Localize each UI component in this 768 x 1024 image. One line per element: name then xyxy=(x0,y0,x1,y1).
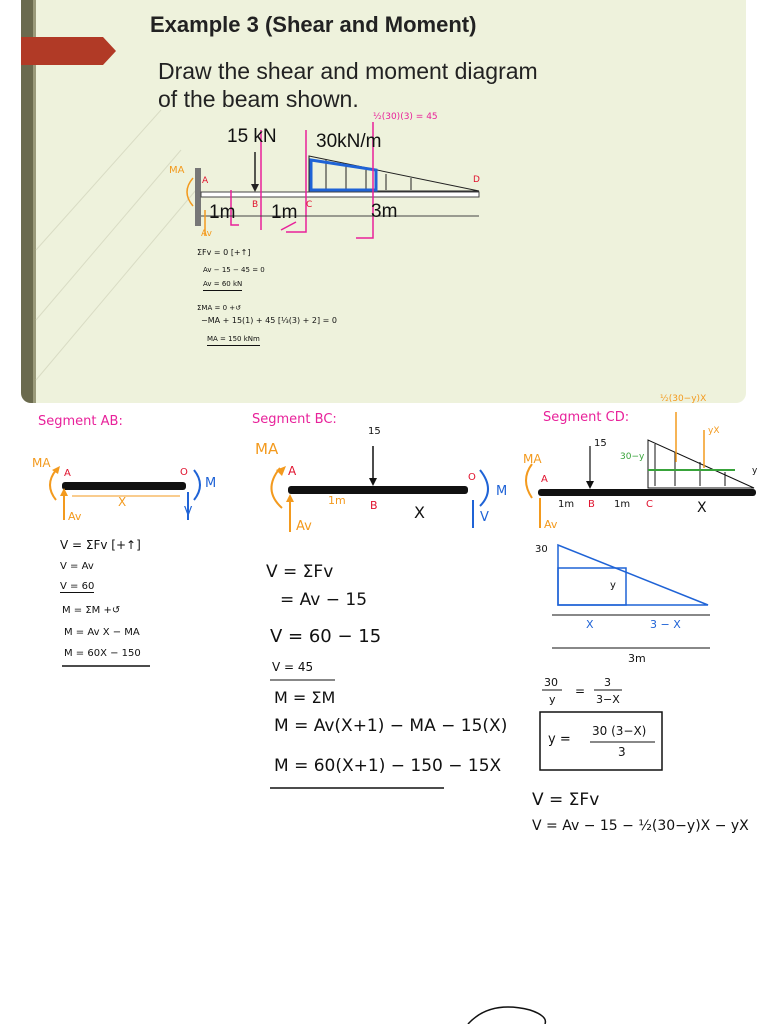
span-ab-label: 1m xyxy=(209,202,236,223)
node-a-label: A xyxy=(202,176,209,186)
ab-eq-4: M = ΣM +↺ xyxy=(62,605,121,616)
cd-three-m: 3m xyxy=(628,652,646,665)
cd-av-label: Av xyxy=(544,518,558,531)
cd-b-label: B xyxy=(588,499,595,510)
cd-x-label: X xyxy=(697,500,707,516)
eq-sum-ma: ΣMA = 0 +↺ xyxy=(197,304,241,312)
span-cd-label: 3m xyxy=(371,201,398,222)
cd-1m-first: 1m xyxy=(558,499,575,510)
eq-ma-balance: −MA + 15(1) + 45 [⅓(3) + 2] = 0 xyxy=(201,316,337,325)
ab-eq-1: V = ΣFv [+↑] xyxy=(60,538,141,552)
cd-frac-l-num: 30 xyxy=(544,676,558,689)
ab-x-label: X xyxy=(118,495,127,509)
ab-eq-5: M = Av X − MA xyxy=(64,627,140,638)
cd-c-label: C xyxy=(646,499,653,510)
segment-ab-title: Segment AB: xyxy=(38,414,123,429)
subtitle-line-2: of the beam shown. xyxy=(158,86,359,112)
av-label: Av xyxy=(201,229,212,239)
bc-1m-label: 1m xyxy=(328,494,346,507)
ab-a-label: A xyxy=(64,468,71,479)
eq-av-balance: Av − 15 − 45 = 0 xyxy=(203,266,265,274)
bc-b-label: B xyxy=(370,499,378,512)
cd-load-label: 15 xyxy=(594,438,607,449)
bc-eq-2: = Av − 15 xyxy=(280,590,368,610)
slide-title: Example 3 (Shear and Moment) xyxy=(150,12,477,37)
span-bc-label: 1m xyxy=(271,202,298,223)
bc-av-label: Av xyxy=(296,519,312,534)
bc-a-label: A xyxy=(288,464,297,478)
bc-o-label: O xyxy=(468,472,476,483)
cd-boxed-lhs: y = xyxy=(548,732,571,747)
cd-triangle-x: X xyxy=(586,618,594,631)
eq-av-result: Av = 60 kN xyxy=(203,280,242,291)
ab-eq-2: V = Av xyxy=(60,561,94,572)
subtitle-line-1: Draw the shear and moment diagram xyxy=(158,58,538,84)
ab-av-label: Av xyxy=(68,510,82,523)
cd-a-label: A xyxy=(541,474,548,485)
cd-y-small-label: y xyxy=(752,466,758,476)
ab-m-label: M xyxy=(205,476,217,491)
bc-ma-label: MA xyxy=(255,440,279,458)
dist-load-label: 30kN/m xyxy=(316,131,382,152)
bc-eq-5: M = ΣM xyxy=(274,688,336,707)
bc-v-label: V xyxy=(480,510,489,525)
bc-load-label: 15 xyxy=(368,426,381,437)
segment-bc-title: Segment BC: xyxy=(252,412,337,427)
cd-frac-r-num: 3 xyxy=(604,676,611,689)
cd-eq-1: V = ΣFv xyxy=(532,790,600,810)
bc-eq-3: V = 60 − 15 xyxy=(270,626,382,647)
point-load-label: 15 kN xyxy=(227,126,277,147)
bc-x-label: X xyxy=(414,503,425,522)
node-c-label: C xyxy=(306,200,313,210)
bc-m-label: M xyxy=(496,484,508,499)
eq-ma-result: MA = 150 kNm xyxy=(207,335,260,346)
node-b-label: B xyxy=(252,200,259,210)
ab-eq-6: M = 60X − 150 xyxy=(64,648,141,659)
bc-eq-6: M = Av(X+1) − MA − 15(X) xyxy=(274,716,508,736)
cd-note-top: ½(30−y)X xyxy=(660,394,707,404)
cd-30-label: 30 xyxy=(535,544,548,555)
cd-frac-l-den: y xyxy=(549,693,556,706)
segment-cd-title: Segment CD: xyxy=(543,410,630,425)
pink-resultant-note: ½(30)(3) = 45 xyxy=(373,112,438,122)
cd-yx-label: yX xyxy=(708,426,720,436)
ab-ma-label: MA xyxy=(32,456,51,470)
cd-boxed-den: 3 xyxy=(618,745,626,759)
cd-frac-equals: = xyxy=(575,684,586,698)
bc-eq-1: V = ΣFv xyxy=(266,562,334,582)
cd-triangle-y: y xyxy=(610,580,616,591)
node-d-label: D xyxy=(473,175,480,185)
ma-label: MA xyxy=(169,165,185,176)
ab-o-label: O xyxy=(180,467,188,478)
cd-30-y-label: 30−y xyxy=(620,452,645,462)
bc-eq-4: V = 45 xyxy=(272,660,314,674)
ab-eq-3: V = 60 xyxy=(60,581,95,592)
bc-eq-7: M = 60(X+1) − 150 − 15X xyxy=(274,756,502,776)
cd-ma-label: MA xyxy=(523,452,542,466)
cd-boxed-num: 30 (3−X) xyxy=(592,724,647,738)
ab-v-label: V xyxy=(184,504,193,518)
cd-1m-second: 1m xyxy=(614,499,631,510)
eq-sum-fv: ΣFv = 0 [+↑] xyxy=(197,248,251,257)
cd-frac-r-den: 3−X xyxy=(596,693,620,706)
cd-three-minus-x: 3 − X xyxy=(650,618,681,631)
cd-eq-2: V = Av − 15 − ½(30−y)X − yX xyxy=(532,818,749,834)
